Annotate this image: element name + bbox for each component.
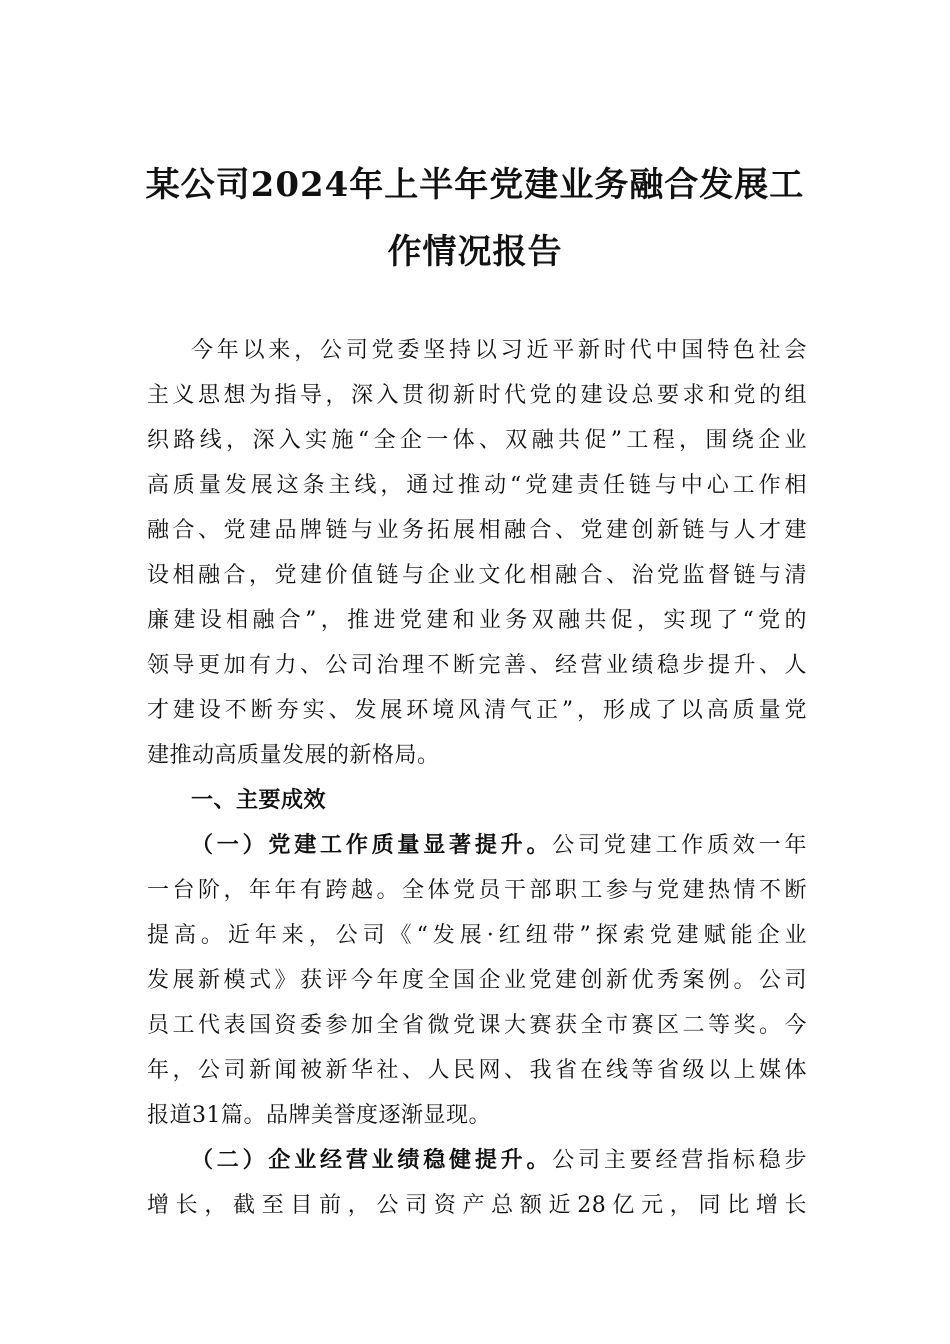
section-heading: 一、主要成效 — [191, 788, 327, 813]
item-1-lead: （一）党建工作质量显著提升。 — [191, 833, 553, 858]
paragraph-line: 今年以来，公司党委坚持以习近平新时代中国特色社会 — [191, 338, 807, 363]
paragraph-line: 增长，截至目前，公司资产总额近28亿元，同比增长 — [147, 1193, 807, 1218]
paragraph-line — [147, 1138, 807, 1183]
paragraph-line: 一台阶，年年有跨越。全体党员干部职工参与党建热情不断 — [147, 878, 807, 903]
paragraph-line: 才建设不断夯实、发展环境风清气正”，形成了以高质量党 — [147, 698, 807, 723]
paragraph-line: 年，公司新闻被新华社、人民网、我省在线等省级以上媒体 — [147, 1058, 807, 1083]
paragraph-line: 提高。近年来，公司《“发展·红纽带”探索党建赋能企业 — [147, 923, 807, 948]
paragraph-line: 高质量发展这条主线，通过推动“党建责任链与中心工作相 — [147, 473, 807, 498]
paragraph-line: 建推动高质量发展的新格局。 — [147, 743, 440, 768]
paragraph-line: 融合、党建品牌链与业务拓展相融合、党建创新链与人才建 — [147, 518, 807, 543]
item-2-paragraph — [147, 1138, 807, 1228]
paragraph-line — [147, 823, 807, 868]
paragraph-line: 领导更加有力、公司治理不断完善、经营业绩稳步提升、人 — [147, 653, 807, 678]
document-body — [147, 328, 807, 1228]
paragraph-line: 报道31篇。品牌美誉度逐渐显现。 — [147, 1103, 491, 1128]
paragraph-line: 员工代表国资委参加全省微党课大赛获全市赛区二等奖。今 — [147, 1013, 807, 1038]
item-1-first-text: 公司党建工作质效一年 — [552, 833, 807, 858]
item-1-paragraph — [147, 823, 807, 1138]
intro-paragraph — [147, 328, 807, 778]
document-title-line-2: 作情况报告 — [387, 232, 563, 272]
paragraph-line: 发展新模式》获评今年度全国企业党建创新优秀案例。公司 — [147, 968, 807, 993]
paragraph-line: 设相融合，党建价值链与企业文化相融合、治党监督链与清 — [147, 563, 807, 588]
paragraph-line: 织路线，深入实施“全企一体、双融共促”工程，围绕企业 — [147, 428, 807, 453]
item-2-first-text: 公司主要经营指标稳步 — [552, 1148, 807, 1173]
document-title-line-1: 某公司2024年上半年党建业务融合发展工 — [145, 165, 805, 205]
item-2-lead: （二）企业经营业绩稳健提升。 — [191, 1148, 553, 1173]
paragraph-line: 主义思想为指导，深入贯彻新时代党的建设总要求和党的组 — [147, 383, 807, 408]
paragraph-line: 廉建设相融合”，推进党建和业务双融共促，实现了“党的 — [147, 608, 807, 633]
